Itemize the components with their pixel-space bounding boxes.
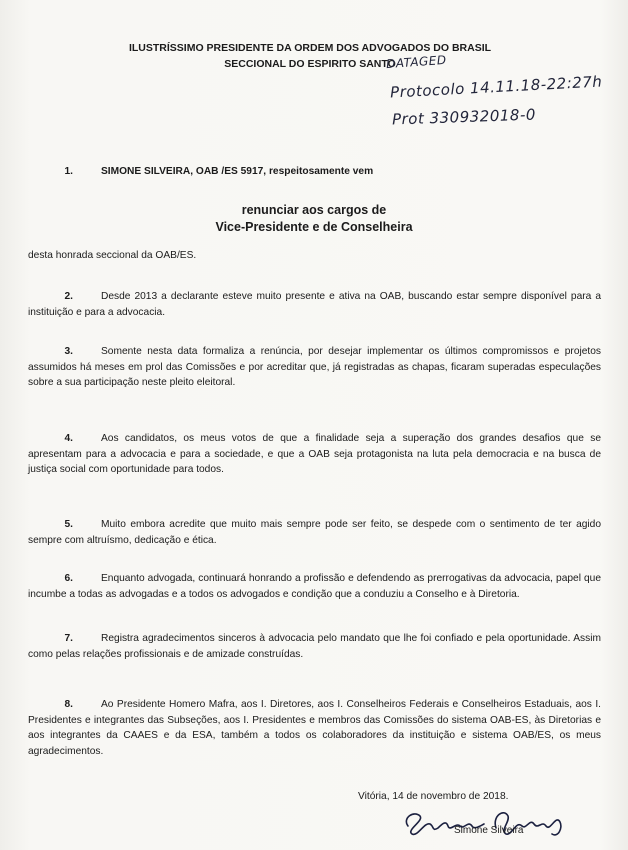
paragraph-number: 4. — [64, 433, 73, 444]
intro-text: desta honrada seccional da OAB/ES. — [28, 250, 197, 261]
paragraph-text: Desde 2013 a declarante esteve muito presente e ativa na OAB, buscando estar sempre disponível para a instituição e para a advocacia. — [28, 291, 601, 318]
paragraph-text: Muito embora acredite que muito mais sempre pode ser feito, se despede com o sentimento de ter agido sempre com altruísmo, dedicação e ética. — [28, 519, 601, 546]
paragraph-text: Enquanto advogada, continuará honrando a profissão e defendendo as prerrogativas da advocacia, papel que incumbe a todas as advogadas e a todos os advogados e condição que a conduziu a Conselho e à Diretoria. — [28, 573, 601, 600]
title-line-2: Vice-Presidente e de Conselheira — [215, 220, 413, 234]
signer-name: Simone Silveira — [454, 825, 524, 836]
paragraph-text: Aos candidatos, os meus votos de que a finalidade seja a superação dos grandes desafios que se apresentam para a advocacia e para a sociedade, e que a OAB seja protagonista na luta pela democracia e na busca de justiça social com oportunidade para todos. — [28, 433, 601, 475]
paragraph-text: Ao Presidente Homero Mafra, aos I. Diretores, aos I. Conselheiros Federais e Conselheiros Estaduais, aos I. Presidentes e integrantes das Subseções, aos I. Presidentes e membros das Comissões do sistema OAB-ES, às Diretorias e aos integrantes da CAAES e da ESA, também a todos os colaboradores da instituição e sistema OAB/ES, os meus agradecimentos. — [28, 699, 601, 757]
handwritten-prot-number: Prot 330932018-0 — [391, 105, 537, 129]
paragraph-text: Somente nesta data formaliza a renúncia, por desejar implementar os últimos compromissos e projetos assumidos há meses em prol das Comissões e por acreditar que, já registradas as chapas, ficaram superadas especulações sobre a sua participação neste pleito eleitoral. — [28, 346, 601, 388]
title-line-1: renunciar aos cargos de — [241, 203, 387, 217]
paragraph-1-text: SIMONE SILVEIRA, OAB /ES 5917, respeitosamente vem — [101, 166, 374, 177]
paragraph-number: 2. — [64, 291, 73, 302]
paragraph-number: 1. — [64, 166, 73, 177]
place-and-date: Vitória, 14 de novembro de 2018. — [358, 791, 509, 802]
paragraph-number: 6. — [64, 573, 73, 584]
paragraph-8 — [28, 697, 601, 759]
handwritten-protocol-line: Protocolo 14.11.18-22:27h — [389, 72, 603, 102]
renunciation-title — [0, 202, 628, 236]
paragraph-6 — [28, 571, 601, 602]
paragraph-number: 8. — [64, 699, 73, 710]
paragraph-2 — [28, 289, 601, 320]
header-line-1: ILUSTRÍSSIMO PRESIDENTE DA ORDEM DOS ADVOGADOS DO BRASIL — [128, 42, 492, 54]
header-line-2: SECCIONAL DO ESPIRITO SANTO — [224, 58, 396, 70]
paragraph-7 — [28, 631, 601, 662]
paragraph-number: 7. — [64, 633, 73, 644]
paragraph-3 — [28, 344, 601, 391]
handwritten-stamp-line-1: DATAGED — [385, 52, 448, 72]
paragraph-number: 5. — [64, 519, 73, 530]
paragraph-1 — [28, 164, 601, 180]
paragraph-4 — [28, 431, 601, 478]
paragraph-text: Registra agradecimentos sinceros à advocacia pelo mandato que lhe foi confiado e pela oportunidade. Assim como pelas relações profissionais e de amizade construídas. — [28, 633, 601, 660]
paragraph-number: 3. — [64, 346, 73, 357]
paragraph-5 — [28, 517, 601, 548]
letter-header — [60, 40, 560, 72]
